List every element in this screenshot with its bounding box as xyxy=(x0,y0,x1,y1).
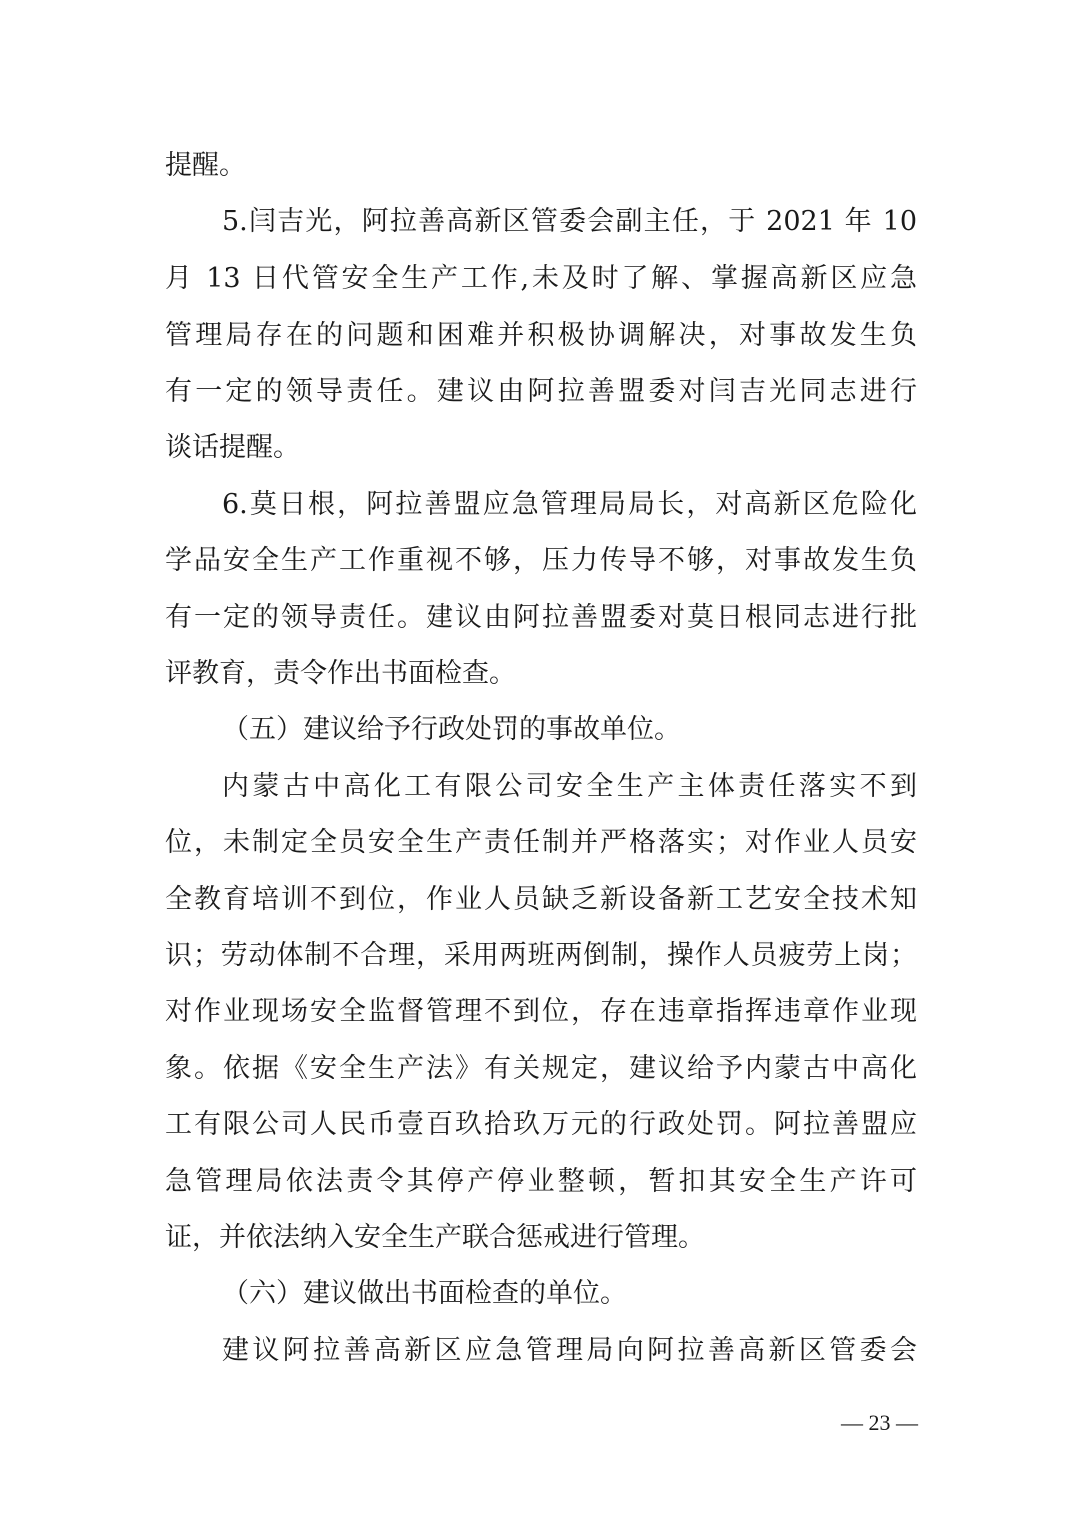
text-line: 有一定的领导责任。建议由阿拉善盟委对闫吉光同志进行 xyxy=(165,376,917,407)
text-line: 对作业现场安全监督管理不到位，存在违章指挥违章作业现 xyxy=(165,996,917,1027)
text-line: 工有限公司人民币壹百玖拾玖万元的行政处罚。阿拉善盟应 xyxy=(165,1109,917,1140)
text-line: 证，并依法纳入安全生产联合惩戒进行管理。 xyxy=(165,1222,705,1253)
text-line: 5.闫吉光，阿拉善高新区管委会副主任，于 2021 年 10 xyxy=(222,206,917,237)
text-line: 提醒。 xyxy=(165,150,246,181)
section-heading: （五）建议给予行政处罚的事故单位。 xyxy=(222,714,681,745)
page-number: — 23 — xyxy=(841,1410,918,1435)
text-line: 识；劳动体制不合理，采用两班两倒制，操作人员疲劳上岗； xyxy=(165,940,917,971)
text-line: 月 13 日代管安全生产工作,未及时了解、掌握高新区应急 xyxy=(165,263,917,294)
section-heading: （六）建议做出书面检查的单位。 xyxy=(222,1278,627,1309)
text-line: 评教育，责令作出书面检查。 xyxy=(165,658,516,689)
text-line: 学品安全生产工作重视不够，压力传导不够，对事故发生负 xyxy=(165,545,917,576)
text-line: 全教育培训不到位，作业人员缺乏新设备新工艺安全技术知 xyxy=(165,884,917,915)
text-line: 6.莫日根，阿拉善盟应急管理局局长，对高新区危险化 xyxy=(222,489,917,520)
text-line: 有一定的领导责任。建议由阿拉善盟委对莫日根同志进行批 xyxy=(165,602,917,633)
text-line: 急管理局依法责令其停产停业整顿，暂扣其安全生产许可 xyxy=(165,1166,917,1197)
text-line: 管理局存在的问题和困难并积极协调解决，对事故发生负 xyxy=(165,320,917,351)
text-line: 象。依据《安全生产法》有关规定，建议给予内蒙古中高化 xyxy=(165,1053,917,1084)
text-line: 谈话提醒。 xyxy=(165,432,300,463)
text-line: 建议阿拉善高新区应急管理局向阿拉善高新区管委会 xyxy=(222,1335,917,1366)
text-line: 内蒙古中高化工有限公司安全生产主体责任落实不到 xyxy=(222,771,917,802)
text-line: 位，未制定全员安全生产责任制并严格落实；对作业人员安 xyxy=(165,827,917,858)
